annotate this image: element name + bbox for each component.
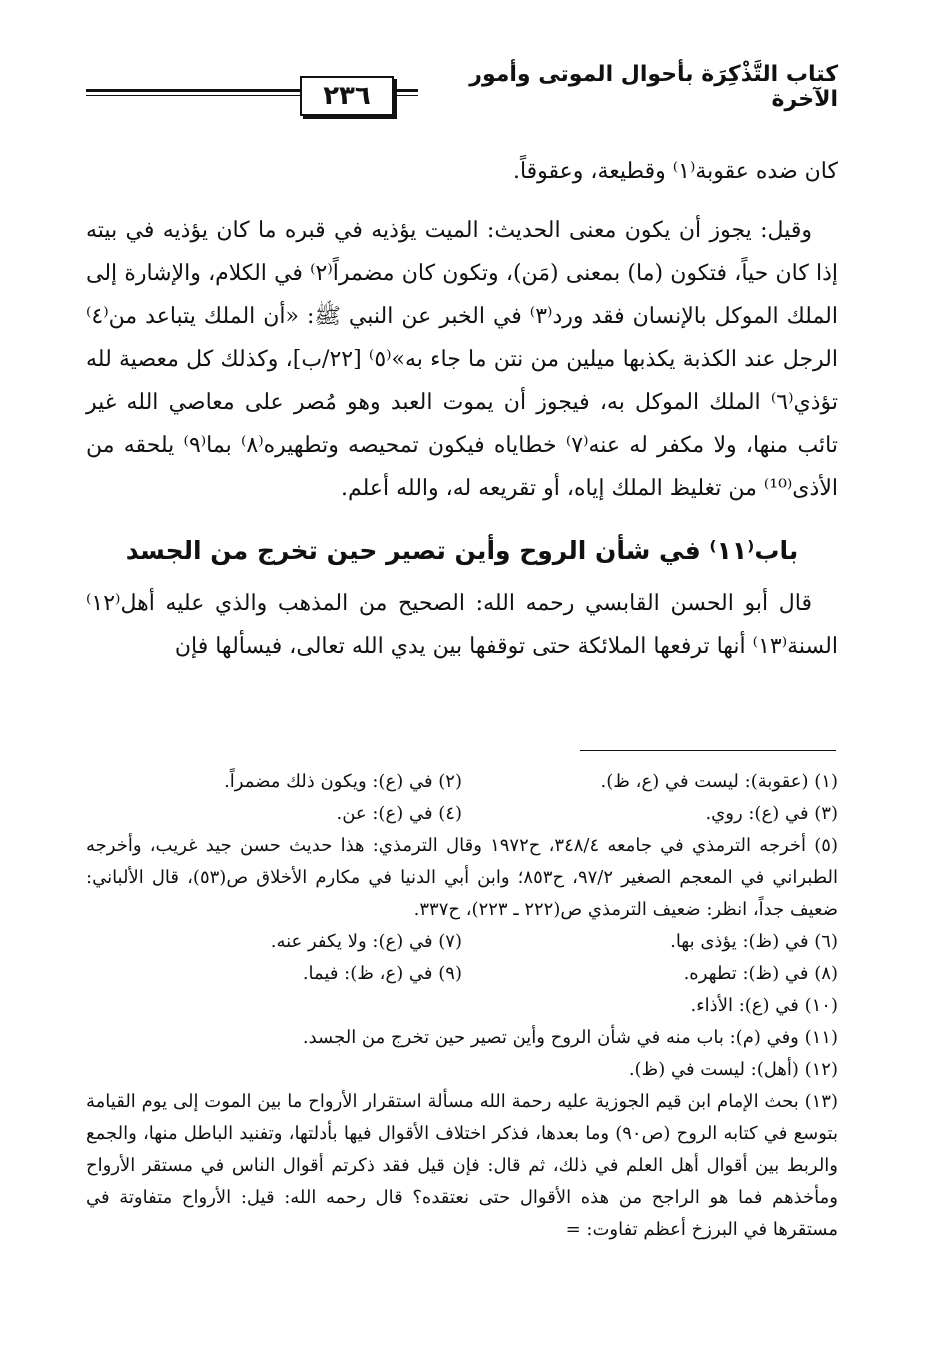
footnote-row xyxy=(86,798,838,830)
footnote-row xyxy=(86,958,838,990)
footnote-13: (١٣) بحث الإمام ابن قيم الجوزية عليه رحمة الله مسألة استقرار الأرواح ما بين الموت إلى يوم القيامة بتوسع في كتابه الروح (ص٩٠) وما بعدها، فذكر اختلاف الأقوال فيها بأدلتها، وتفنيد الباطل منها، والجمع والربط بين أقوال أهل العلم في ذلك، ثم قال: فإن قيل فقد ذكرتم أقوال الناس في مستقر الأرواح ومأخذهم فما هو الراجح من هذه الأقوال حتى نعتقده؟ قال رحمه الله: قيل: الأرواح متفاوتة في مستقرها في البرزخ أعظم تفاوت: = xyxy=(86,1091,838,1240)
footnote-3: (٣) في (ع): روي. xyxy=(705,803,838,824)
page-number: ٢٣٦ xyxy=(300,76,394,116)
footnote-separator xyxy=(580,750,836,751)
paragraph: كان ضده عقوبة⁽١⁾ وقطيعة، وعقوقاً. xyxy=(512,159,838,184)
footnote-row xyxy=(86,766,838,798)
footnote-row xyxy=(86,926,838,958)
footnote-1: (١) (عقوبة): ليست في (ع، ظ). xyxy=(600,771,838,792)
paragraph: وقيل: يجوز أن يكون معنى الحديث: الميت يؤذيه في قبره ما كان يؤذيه في بيته إذا كان حياً، فتكون (ما) بمعنى (مَن)، وتكون كان مضمراً⁽٢⁾ في الكلام، والإشارة إلى الملك الموكل بالإنسان فقد ورد⁽٣⁾ في الخبر عن النبي ﷺ: «أن الملك يتباعد من⁽٤⁾ الرجل عند الكذبة يكذبها ميلين من نتن ما جاء به»⁽٥⁾ [٢٢/ب]، وكذلك كل معصية لله تؤذي⁽٦⁾ الملك الموكل به، فيجوز أن يموت العبد وهو مُصر على معاصي الله غير تائب منها، ولا مكفر له عنه⁽٧⁾ خطاياه فيكون تمحيصه وتطهيره⁽٨⁾ بما⁽٩⁾ يلحقه من الأذى⁽¹⁰⁾ من تغليظ الملك إياه، أو تقريعه له، والله أعلم. xyxy=(86,218,839,501)
footnote-9: (٩) في (ع، ظ): فيما. xyxy=(302,963,462,984)
footnote-12: (١٢) (أهل): ليست في (ظ). xyxy=(628,1059,838,1080)
footnote-6: (٦) في (ظ): يؤذى بها. xyxy=(670,931,838,952)
footnote-4: (٤) في (ع): عن. xyxy=(336,803,462,824)
footnote-8: (٨) في (ظ): تطهره. xyxy=(683,963,838,984)
footnote-2: (٢) في (ع): ويكون ذلك مضمراً. xyxy=(224,771,462,792)
footnote-5: (٥) أخرجه الترمذي في جامعه ٣٤٨/٤، ح١٩٧٢ وقال الترمذي: هذا حديث حسن جيد غريب، وأخرجه الطبراني في المعجم الصغير ٩٧/٢، ح٨٥٣؛ وابن أبي الدنيا في مكارم الأخلاق ص(٥٣)، قال الألباني: ضعيف جداً، انظر: ضعيف الترمذي ص(٢٢٢ ـ ٢٢٣)، ح٣٣٧. xyxy=(86,835,839,920)
footnote-7: (٧) في (ع): ولا يكفر عنه. xyxy=(270,931,462,952)
main-text xyxy=(86,150,838,668)
footnotes xyxy=(86,766,838,1246)
running-title: كتاب التَّذْكِرَة بأحوال الموتى وأمور الآخرة xyxy=(418,62,838,112)
page-header xyxy=(86,62,838,118)
section-heading: باب⁽١١⁾ في شأن الروح وأين تصير حين تخرج من الجسد xyxy=(125,536,799,565)
footnote-10: (١٠) في (ع): الأذاء. xyxy=(690,995,838,1016)
footnote-11: (١١) وفي (م): باب منه في شأن الروح وأين تصير حين تخرج من الجسد. xyxy=(302,1027,838,1048)
paragraph: قال أبو الحسن القابسي رحمه الله: الصحيح من المذهب والذي عليه أهل⁽١٢⁾ السنة⁽١٣⁾ أنها ترفعها الملائكة حتى توقفها بين يدي الله تعالى، فيسألها فإن xyxy=(86,591,838,659)
